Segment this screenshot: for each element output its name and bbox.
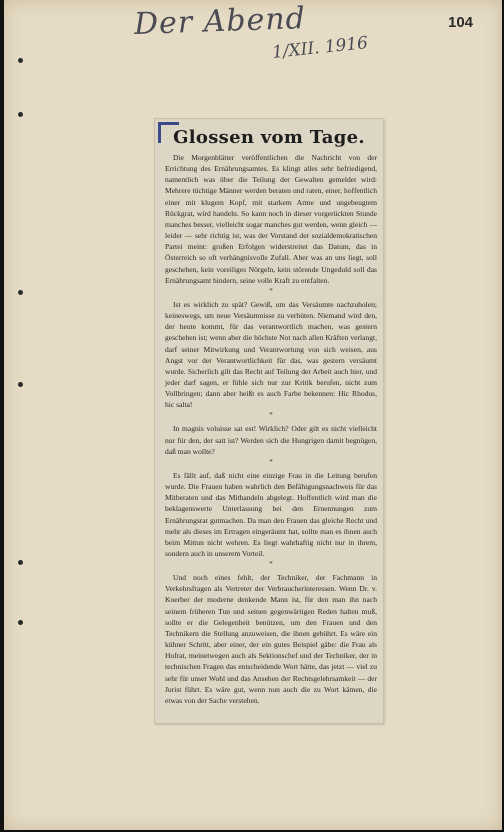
punch-hole xyxy=(18,112,23,117)
article-paragraph: In magnis voluisse sat est! Wirklich? Oder gilt es nicht vielleicht nur für den, der satt ist? Werden sich die Hungrigen damit begnügen, daß man wollte? xyxy=(165,424,377,456)
newspaper-clipping xyxy=(154,118,384,724)
page-number: 104 xyxy=(448,14,474,31)
archive-sheet xyxy=(4,0,502,830)
article-paragraph: Es fällt auf, daß nicht eine einzige Frau in die Leitung berufen wurde. Die Frauen haben wahrlich den Befähigungsnachweis für das Mitberaten und das Mithandeln abgelegt. Hoffentlich wird man die beklagenswerte Unterlassung bei den Ernennungen zum Ernährungsrat gutmachen. Da man den Frauen das gleiche Recht und mehr als dieses im Ertragen eingeräumt hat, sollte man es ihnen auch beim Mittun nicht wehren. Es liegt wahrhaftig nicht nur in ihrem, sondern auch in unserem Vorteil. xyxy=(165,470,377,558)
article-headline: Glossen vom Tage. xyxy=(173,127,365,148)
punch-hole xyxy=(18,382,23,387)
handwritten-date: 1/XII. 1916 xyxy=(271,33,369,63)
section-separator: * xyxy=(269,411,273,420)
handwritten-source: Der Abend xyxy=(133,1,307,42)
section-separator: * xyxy=(269,560,273,569)
blue-pencil-mark xyxy=(158,122,179,143)
punch-hole xyxy=(18,58,23,63)
article-paragraph: Und noch eines fehlt, der Techniker, der Fachmann in Verkehrsfragen als Vertreter der Verbraucherinteressen. Wenn Dr. v. Koerber der moderne denkende Mann ist, für den man ihn nach seinem früheren Tun und seinen gegenwärtigen Reden halten muß, sollte er die Gelegenheit benützen, um den Frauen und den Technikern die Stellung anzuweisen, die ihnen gebührt. Es wäre ein kühner Schritt, aber einer, der ein gutes Beispiel gäbe: die Frau als Hofrat, meinetwegen auch als Sektionschef und der Techniker, der in technischen Fragen das entscheidende Wort hätte, das jetzt — viel zu sehr für unser Wohl und das Ansehen der Rechtsgelehrsamkeit — der Jurist führt. Es wäre gut, wenn nun auch die zu Wort kämen, die etwas von der Sache verstehen. xyxy=(165,573,377,705)
article-paragraph: Ist es wirklich zu spät? Gewiß, um das Versäumte nachzuholen; keineswegs, um neue Versäumnisse zu verhüten. Niemand wird den, der heute kommt, für das verantwortlich machen, was gestern geschehen ist; wenn aber die höchste Not nach allen Kräften verlangt, darf seiner Mitwirkung und Verantwortung von sich weisen, aus Angst vor der Verantwortlichkeit für das, was gestern versäumt wurde. Sicherlich gilt das Recht auf Teilung der Arbeit auch hier, und jeder darf sagen, er fühle sich nur zur Kritik berufen, nicht zum Vollbringen; dann aber heißt es auch Farbe bekennen: Hic Rhodus, hic salta! xyxy=(165,299,377,410)
punch-hole xyxy=(18,620,23,625)
punch-hole xyxy=(18,560,23,565)
section-separator: * xyxy=(269,286,273,295)
article-paragraph: Die Morgenblätter veröffentlichen die Nachricht von der Errichtung des Ernährungsamtes. Es klingt alles sehr befriedigend, namentlich was über die Teilung der Gewalten gemeldet wird: Mehrere tüchtige Männer werden beraten und raten, einer, hoffentlich einer mit klugem Kopf, mit starkem Arme und ungebeugtem Rückgrat, wird handeln. So kann noch in dieser vorgerückten Stunde manches besser, vielleicht sogar manches gut werden, wenn gleich — leider — sehr richtig ist, was der Vorstand der sozialdemokratischen Partei meint: großen Erfolgen widerstreitet das Datum, das in Österreich so oft verhängnisvolle Zufall. Aber was an uns liegt, soll geschehen, kein voreiliges Nörgeln, kein störende Ungeduld soll das Ernährungsamt hindern, seine volle Kraft zu entfalten. xyxy=(165,153,377,285)
section-separator: * xyxy=(269,457,273,466)
punch-hole xyxy=(18,290,23,295)
article-body xyxy=(155,152,383,706)
